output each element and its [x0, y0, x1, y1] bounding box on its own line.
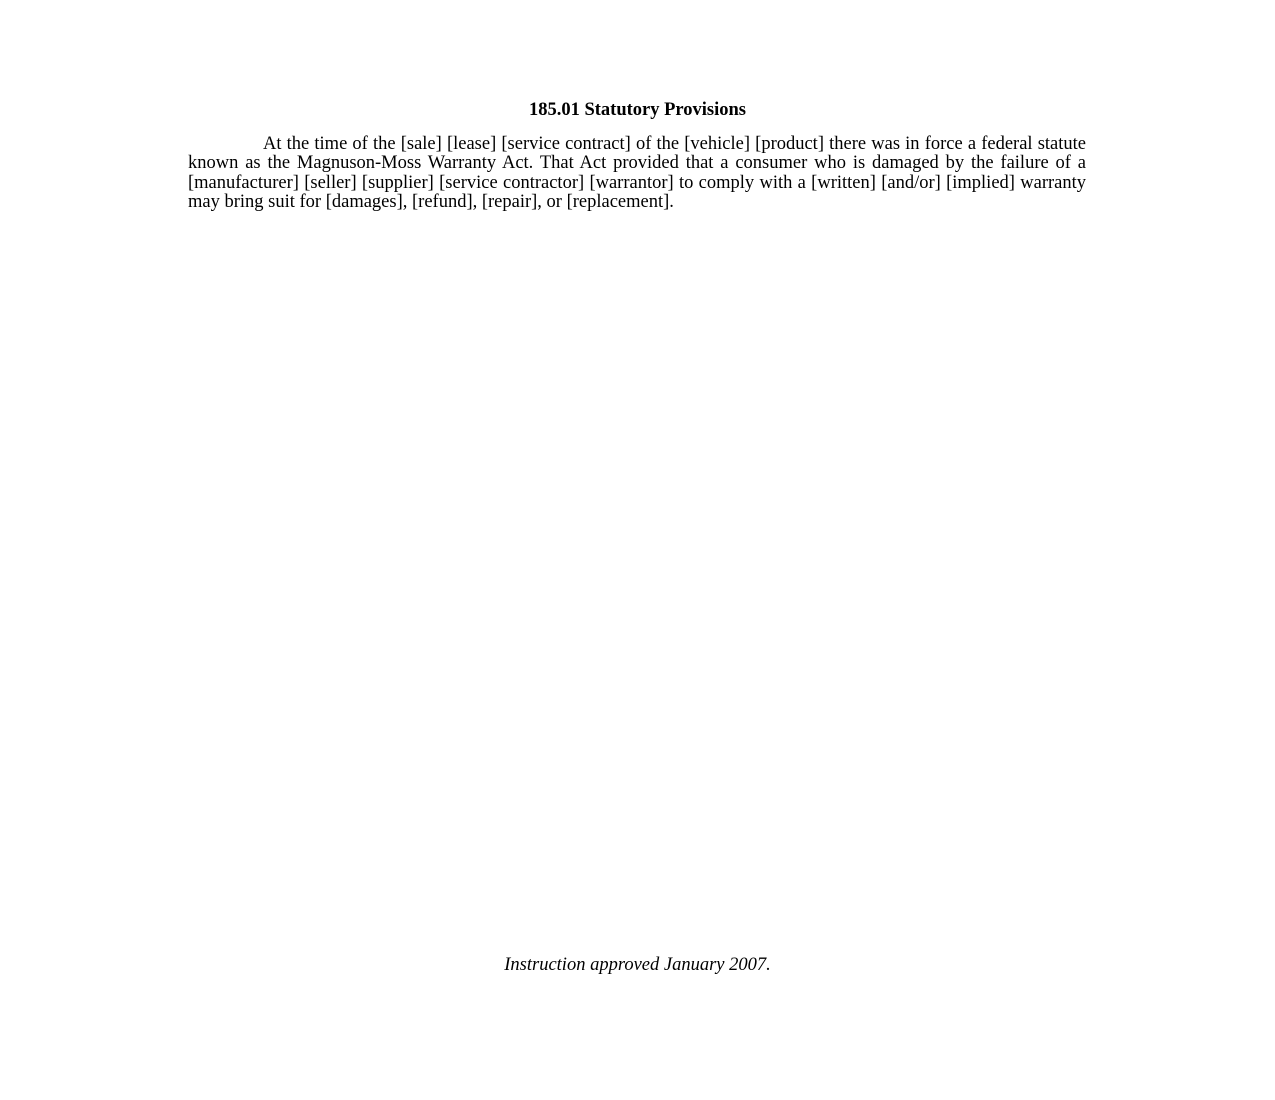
instruction-paragraph: At the time of the [sale] [lease] [service contract] of the [vehicle] [product] there was in force a federal statute known as the Magnuson-Moss Warranty Act. That Act provided that a consumer who is damaged by the failure of a [manufacturer] [seller] [supplier] [service contractor] [warrantor] to comply with a [written] [and/or] [implied] warranty may bring suit for [damages], [refund], [repair], or [replacement].	[188, 134, 1086, 212]
approval-note: Instruction approved January 2007.	[504, 955, 771, 975]
section-title: 185.01 Statutory Provisions	[528, 100, 747, 120]
